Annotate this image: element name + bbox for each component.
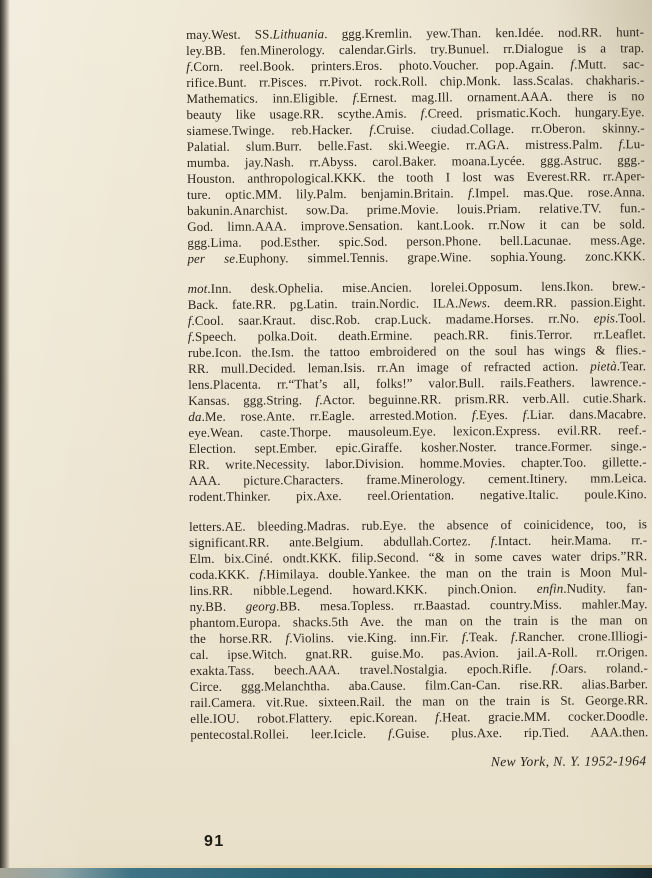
text-line: rube.Icon. the.Ism. the tattoo embroidered on the soul has wings & flies.- [187,342,647,360]
italic-run: f [570,56,575,72]
text-line: God. limn.AAA. improve.Sensation. kant.Look. rr.Now it can be sold. [187,216,646,234]
book-cover-edge [0,868,652,878]
text-block [186,24,649,772]
text-line: RR. mull.Decided. leman.Isis. rr.An image of refracted action. pietà.Tear. [188,358,647,376]
text-line: f.Cool. saar.Kraut. disc.Rob. crap.Luck. madame.Horses. rr.No. epis.Tool. [187,310,646,328]
text-line: AAA. picture.Characters. frame.Minerology. cement.Itinery. mm.Leica. [188,470,647,488]
paragraph [188,278,647,505]
text-line: eye.Wean. caste.Thorpe. mausoleum.Eye. lexicon.Express. evil.RR. reef.- [188,422,647,440]
italic-run: f [490,533,495,549]
text-line: Mathematics. inn.Eligible. f.Ernest. mag.Ill. ornament.AAA. there is no [186,88,645,106]
text-line: ny.BB. georg.BB. mesa.Topless. rr.Baastad. country.Miss. mahler.May. [189,596,648,614]
italic-run: f [461,629,466,645]
paragraph [189,516,648,743]
text-line: siamese.Twinge. reb.Hacker. f.Cruise. ciudad.Collage. rr.Oberon. skinny.- [186,120,645,138]
italic-run: georg [245,598,277,614]
text-line: ggg.Lima. pod.Esther. spic.Sod. person.Phone. bell.Lacunae. mess.Age. [187,232,646,250]
italic-run: pietà [590,358,617,374]
italic-run: f [187,312,192,328]
italic-run: News [458,295,487,311]
paragraphs [186,24,648,743]
text-line: exakta.Tass. beech.AAA. travel.Nostalgia. epoch.Rifle. f.Oars. roland.- [189,660,648,678]
italic-run: f [285,630,290,646]
text-line: cal. ipse.Witch. gnat.RR. guise.Mo. pas.Avion. jail.A-Roll. rr.Origen. [189,644,648,662]
text-line: lins.RR. nibble.Legend. howard.KKK. pinch.Onion. enfin.Nudity. fan- [189,580,648,598]
text-line: Circe. ggg.Melanchtha. aba.Cause. film.Can-Can. rise.RR. alias.Barber. [189,676,649,694]
page-number: 91 [204,833,225,850]
text-line: letters.AE. bleeding.Madras. rub.Eye. the absence of coinicidence, too, is [189,516,648,534]
italic-run: f [510,629,515,645]
italic-run: f [420,105,425,121]
text-line: phantom.Europa. shacks.5th Ave. the man on the train is the man on [189,612,648,630]
italic-run: f [186,58,191,74]
italic-run: f [259,566,263,582]
text-line: Kansas. ggg.String. f.Actor. beguinne.RR. prism.RR. verb.All. cutie.Shark. [188,390,647,408]
text-line: Elm. bix.Ciné. ondt.KKK. filip.Second. “& in some caves water drips.”RR. [189,548,648,566]
italic-run: f [435,709,439,725]
italic-run: f [187,328,192,344]
paragraph [186,24,645,267]
text-line: beauty like usage.RR. scythe.Amis. f.Creed. prismatic.Koch. hungary.Eye. [186,104,645,122]
italic-run: f [467,185,472,201]
italic-run: f [388,725,392,741]
attribution-line: New York, N. Y. 1952-1964 [490,753,647,770]
book-spine-shadow [0,0,10,878]
text-line: Palatial. slum.Burr. belle.Fast. ski.Weegie. rr.AGA. mistress.Palm. f.Lu- [186,136,645,154]
text-line: mot.Inn. desk.Ophelia. mise.Ancien. lorelei.Opposum. lens.Ikon. brew.- [187,278,646,296]
text-line: RR. write.Necessity. labor.Division. homme.Movies. chapter.Too. gillette.- [188,454,647,472]
text-line: f.Corn. reel.Book. printers.Eros. photo.Voucher. pop.Again. f.Mutt. sac- [186,56,645,74]
italic-run: f [315,392,320,408]
text-line: f.Speech. polka.Doit. death.Ermine. peach.RR. finis.Terror. rr.Leaflet. [187,326,646,344]
text-line: coda.KKK. f.Himilaya. double.Yankee. the man on the train is Moon Mul- [189,564,648,582]
italic-run: f [522,406,527,422]
text-line: Houston. anthropological.KKK. the tooth I lost was Everest.RR. rr.Aper- [186,168,645,186]
italic-run: f [618,136,623,152]
italic-run: enfin [536,580,564,596]
italic-run: per se [187,250,236,266]
italic-run: da [188,408,202,424]
text-line: significant.RR. ante.Belgium. abdullah.Cortez. f.Intact. heir.Mama. rr.- [189,532,648,550]
italic-run: f [369,121,374,137]
text-line: ture. optic.MM. lily.Palm. benjamin.Britain. f.Impel. mas.Que. rose.Anna. [186,184,646,202]
text-line: Back. fate.RR. pg.Latin. train.Nordic. ILA.News. deem.RR. passion.Eight. [187,294,646,312]
text-line: may.West. SS.Lithuania. ggg.Kremlin. yew.Than. ken.Idée. nod.RR. hunt- [186,24,645,42]
text-line: elle.IOU. robot.Flattery. epic.Korean. f.Heat. gracie.MM. cocker.Doodle. [190,708,649,726]
italic-run: mot [187,280,208,296]
text-line: da.Me. rose.Ante. rr.Eagle. arrested.Motion. f.Eyes. f.Liar. dans.Macabre. [188,406,647,424]
text-line: Election. sept.Ember. epic.Giraffe. kosher.Noster. trance.Former. singe.- [188,438,647,456]
italic-run: Lithuania [272,26,325,42]
italic-run: epis [593,310,616,326]
text-line: rodent.Thinker. pix.Axe. reel.Orientation. negative.Italic. poule.Kino. [188,486,647,504]
text-line: bakunin.Anarchist. sow.Da. prime.Movie. louis.Priam. relative.TV. fun.- [187,200,646,218]
text-line: the horse.RR. f.Violins. vie.King. inn.Fir. f.Teak. f.Rancher. crone.Illiogi- [189,628,648,646]
text-line: ley.BB. fen.Minerology. calendar.Girls. try.Bunuel. rr.Dialogue is a trap. [186,40,645,58]
text-line: per se.Euphony. simmel.Tennis. grape.Wine. sophia.Young. zonc.KKK. [187,248,646,266]
italic-run: f [471,407,476,423]
text-line: rail.Camera. vit.Rue. sixteen.Rail. the man on the train is St. George.RR. [190,692,649,710]
text-line: mumba. jay.Nash. rr.Abyss. carol.Baker. moana.Lycée. ggg.Astruc. ggg.- [186,152,645,170]
italic-run: f [551,660,556,676]
text-line: lens.Placenta. rr.“That’s all, folks!” valor.Bull. rails.Feathers. lawrence.- [188,374,647,392]
text-line: pentecostal.Rollei. leer.Icicle. f.Guise. plus.Axe. rip.Tied. AAA.then. [190,724,649,742]
italic-run: f [352,89,357,105]
text-line: rifice.Bunt. rr.Pisces. rr.Pivot. rock.Roll. chip.Monk. lass.Scalas. chakharis.- [186,72,645,90]
